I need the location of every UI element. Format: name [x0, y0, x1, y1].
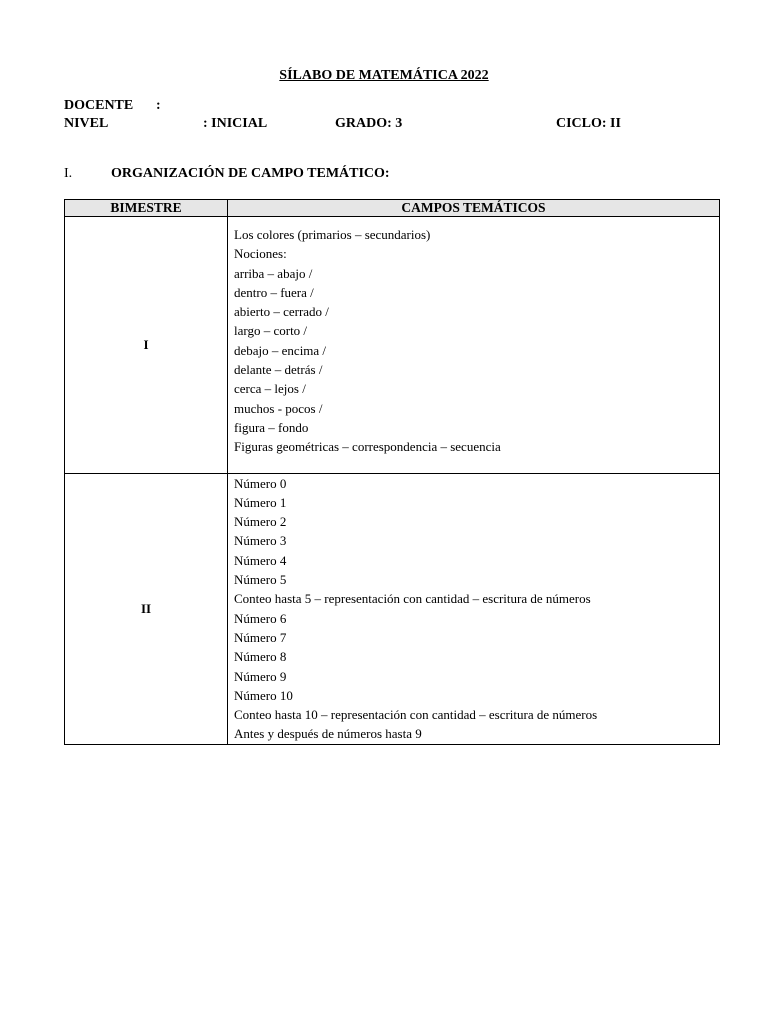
nivel-label: NIVEL — [64, 116, 109, 131]
topic-item: abierto – cerrado / — [234, 304, 329, 320]
section-number: I. — [64, 166, 73, 181]
topic-item: Antes y después de números hasta 9 — [234, 726, 422, 742]
topic-item: cerca – lejos / — [234, 381, 306, 397]
docente-label: DOCENTE — [64, 98, 134, 113]
table-row — [65, 217, 720, 474]
document-title: SÍLABO DE MATEMÁTICA 2022 — [279, 68, 489, 83]
topic-item: largo – corto / — [234, 323, 308, 339]
header-bimestre: BIMESTRE — [65, 200, 228, 217]
topic-item: Figuras geométricas – correspondencia – secuencia — [234, 439, 501, 455]
table-header-row — [65, 200, 720, 217]
campos-tematicos-table — [64, 199, 720, 745]
topic-item: Nociones: — [234, 246, 287, 262]
grado-label: GRADO: 3 — [335, 116, 403, 131]
topic-item: Número 8 — [234, 649, 287, 665]
topic-item: arriba – abajo / — [234, 265, 313, 281]
ciclo-label: CICLO: II — [556, 116, 621, 131]
topic-item: Número 4 — [234, 552, 287, 568]
topic-item: Conteo hasta 5 – representación con cantidad – escritura de números — [234, 591, 591, 607]
topic-item: Número 10 — [234, 687, 293, 703]
topic-item: Los colores (primarios – secundarios) — [234, 227, 431, 242]
topic-item: Número 1 — [234, 494, 287, 510]
topics-cell — [228, 473, 720, 744]
table-row — [65, 473, 720, 744]
topic-item: Número 0 — [234, 475, 287, 491]
topic-item: muchos - pocos / — [234, 400, 323, 416]
topic-item: delante – detrás / — [234, 362, 323, 378]
topic-item: Número 3 — [234, 533, 287, 549]
bimestre-cell: I — [65, 217, 228, 474]
bimestre-cell: II — [65, 473, 228, 744]
docente-separator: : — [156, 98, 161, 113]
header-campos-tematicos: CAMPOS TEMÁTICOS — [228, 200, 720, 217]
nivel-value: : INICIAL — [203, 116, 268, 131]
topic-item: Número 9 — [234, 668, 287, 684]
topic-item: Número 7 — [234, 629, 287, 645]
topics-cell — [228, 217, 720, 474]
topic-item: Conteo hasta 10 – representación con cantidad – escritura de números — [234, 707, 598, 723]
topic-item: Número 5 — [234, 572, 287, 588]
topic-item: Número 6 — [234, 610, 287, 626]
section-title: ORGANIZACIÓN DE CAMPO TEMÁTICO: — [111, 166, 390, 181]
topic-item: figura – fondo — [234, 419, 309, 435]
topic-item: dentro – fuera / — [234, 284, 314, 300]
topic-item: debajo – encima / — [234, 342, 327, 358]
topic-item: Número 2 — [234, 514, 287, 530]
